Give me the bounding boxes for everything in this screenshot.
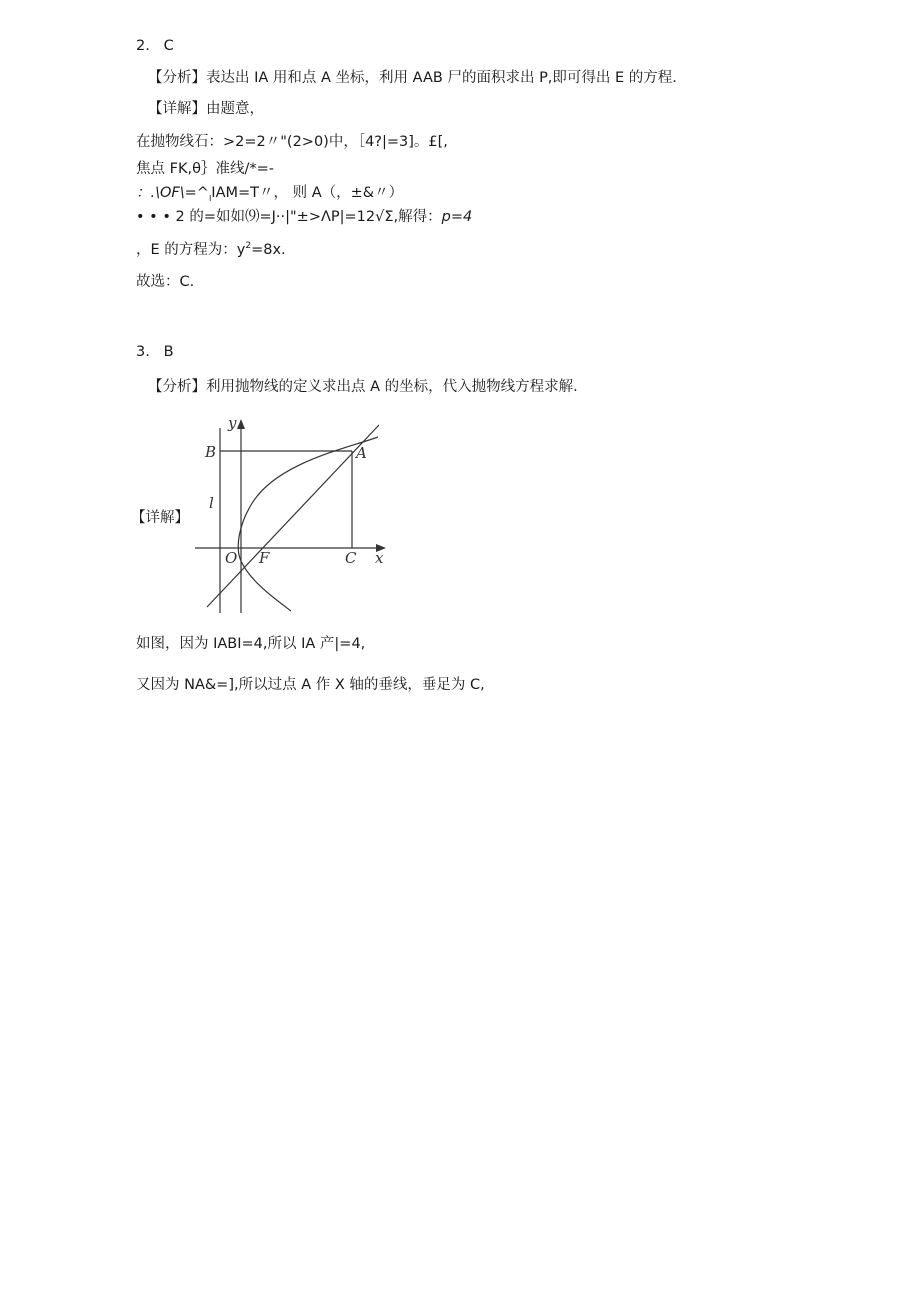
q2-answer: C xyxy=(163,38,174,54)
label-O: O xyxy=(225,549,238,567)
y-axis-arrow xyxy=(237,419,245,429)
q2-line4 xyxy=(136,208,472,226)
q2-line4-b: p=4 xyxy=(441,209,473,225)
q2-line2: 焦点 FK,θ｝准线/*=- xyxy=(136,161,274,177)
q2-detail-tag: 【详解】 xyxy=(148,101,206,117)
q2-line3 xyxy=(136,184,403,208)
q2-line3-b: IAM=T〃， 则 A（，±&〃） xyxy=(211,185,404,201)
q2-line4-a: • • • 2 的=如如⑼=J··|"±>ΛP|=12√Σ,解得： xyxy=(136,209,442,225)
q3-answer: B xyxy=(163,344,174,360)
q2-line5 xyxy=(136,241,286,259)
q2-line1: 在抛物线石：>2=2〃"(2>0)中，［4?|=3]。£[, xyxy=(136,134,448,150)
q2-line3-sub: I xyxy=(208,193,212,203)
q3-number: 3. xyxy=(136,344,150,360)
label-y: y xyxy=(228,414,237,432)
line-FA xyxy=(207,425,379,607)
q2-number: 2. xyxy=(136,38,150,54)
q2-line3-a: ：.\OF\=^ xyxy=(136,185,209,201)
parabola-curve xyxy=(238,437,378,611)
q3-analysis-text: 利用抛物线的定义求出点 A 的坐标，代入抛物线方程求解. xyxy=(206,379,578,395)
parabola-figure xyxy=(195,413,395,618)
label-C: C xyxy=(345,549,357,567)
q2-analysis-text: 表达出 IA 用和点 A 坐标，利用 AAB 尸的面积求出 P,即可得出 E 的方程. xyxy=(206,70,677,86)
q2-detail xyxy=(148,100,264,118)
label-x: x xyxy=(375,549,384,567)
q3-analysis-tag: 【分析】 xyxy=(148,379,206,395)
q3-line2: 又因为 NA&=],所以过点 A 作 X 轴的垂线，垂足为 C, xyxy=(136,677,485,693)
q2-analysis xyxy=(148,69,677,87)
q3-analysis xyxy=(148,378,578,396)
q3-header xyxy=(136,343,174,361)
q2-line5-sup: 2 xyxy=(245,241,252,252)
label-A: A xyxy=(356,444,367,462)
q3-line1: 如图，因为 IABI=4,所以 IA 产|=4, xyxy=(136,636,366,652)
label-l: l xyxy=(209,494,214,512)
q2-analysis-tag: 【分析】 xyxy=(148,70,206,86)
q2-detail-text: 由题意， xyxy=(206,101,264,117)
q2-line5-b: =8x. xyxy=(251,242,286,258)
q2-header xyxy=(136,37,174,55)
q3-detail-tag: 【详解】 xyxy=(131,510,189,526)
label-F: F xyxy=(259,549,270,567)
label-B: B xyxy=(205,443,217,461)
q2-line5-a: ，E 的方程为：y xyxy=(136,242,246,258)
q2-conclusion: 故选：C. xyxy=(136,274,195,290)
